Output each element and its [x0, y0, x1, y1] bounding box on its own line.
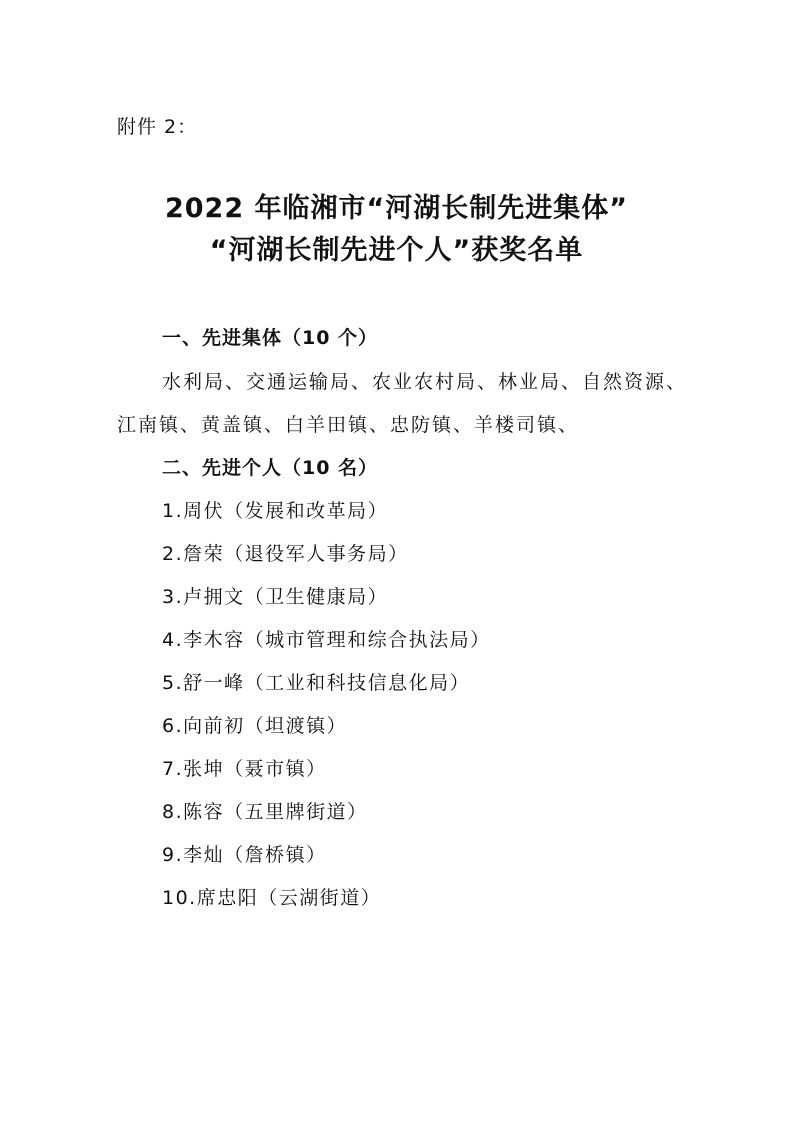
attachment-label: 附件 2： — [117, 116, 198, 138]
individual-list-item: 10.席忠阳（云湖街道） — [162, 887, 382, 909]
collective-list-line-2: 江南镇、黄盖镇、白羊田镇、忠防镇、羊楼司镇、 — [117, 414, 580, 436]
individual-list-item: 4.李木容（城市管理和综合执法局） — [162, 629, 491, 651]
individual-list-item: 6.向前初（坦渡镇） — [162, 715, 348, 737]
individual-list-item: 8.陈容（五里牌街道） — [162, 801, 368, 823]
individual-list-item: 9.李灿（詹桥镇） — [162, 844, 327, 866]
document-title-line-2: “河湖长制先进个人”获奖名单 — [209, 235, 584, 266]
individual-list-item: 3.卢拥文（卫生健康局） — [162, 586, 389, 608]
individual-list-item: 7.张坤（聂市镇） — [162, 758, 327, 780]
individual-list-item: 5.舒一峰（工业和科技信息化局） — [162, 672, 471, 694]
section-heading-collectives: 一、先进集体（10 个） — [162, 327, 379, 349]
section-heading-individuals: 二、先进个人（10 名） — [162, 457, 379, 479]
collective-list-line-1: 水利局、交通运输局、农业农村局、林业局、自然资源、 — [162, 371, 688, 393]
individual-list-item: 1.周伏（发展和改革局） — [162, 500, 389, 522]
document-title-line-1: 2022 年临湘市“河湖长制先进集体” — [164, 193, 629, 224]
individual-list-item: 2.詹荣（退役军人事务局） — [162, 543, 409, 565]
